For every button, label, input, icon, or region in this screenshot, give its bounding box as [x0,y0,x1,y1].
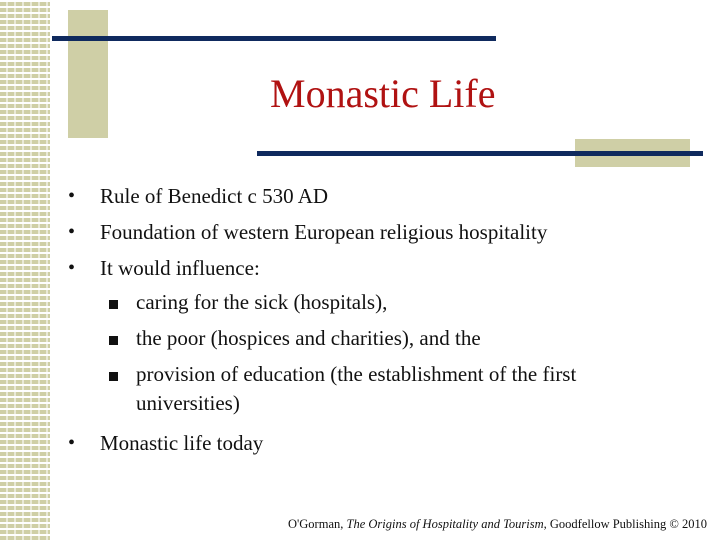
citation-book-title: The Origins of Hospitality and Tourism [346,517,544,531]
sub-bullet-text: provision of education (the establishment of the first universities) [136,362,577,415]
bullet-dot-icon: • [68,185,76,207]
bottom-rule-bar [257,151,703,156]
citation-footer [288,517,708,532]
square-bullet-icon [109,336,118,345]
top-rule-bar [52,36,496,41]
citation-publisher: , Goodfellow Publishing © 2010 [543,517,707,531]
slide-body [56,178,696,461]
striped-left-border [0,0,50,540]
sub-bullet-text: caring for the sick (hospitals), [136,290,388,314]
bullet-text: Rule of Benedict c 530 AD [100,184,329,208]
square-bullet-icon [109,300,118,309]
bullet-item [56,178,696,214]
sub-bullet-item [56,324,696,353]
bullet-dot-icon: • [68,221,76,243]
bullet-text: It would influence: [100,256,260,280]
sub-bullet-item [56,288,696,317]
bullet-item [56,214,696,250]
slide-title: Monastic Life [270,71,496,116]
bullet-dot-icon: • [68,257,76,279]
bullet-item [56,250,696,286]
title-accent-block-left [68,10,108,138]
sub-bullet-text: the poor (hospices and charities), and the [136,326,481,350]
citation-author: O'Gorman, [288,517,347,531]
sub-bullet-item [56,360,616,418]
square-bullet-icon [109,372,118,381]
bullet-dot-icon: • [68,432,76,454]
bullet-text: Foundation of western European religious hospitality [100,220,548,244]
bullet-item [56,425,696,461]
bullet-text: Monastic life today [100,431,264,455]
